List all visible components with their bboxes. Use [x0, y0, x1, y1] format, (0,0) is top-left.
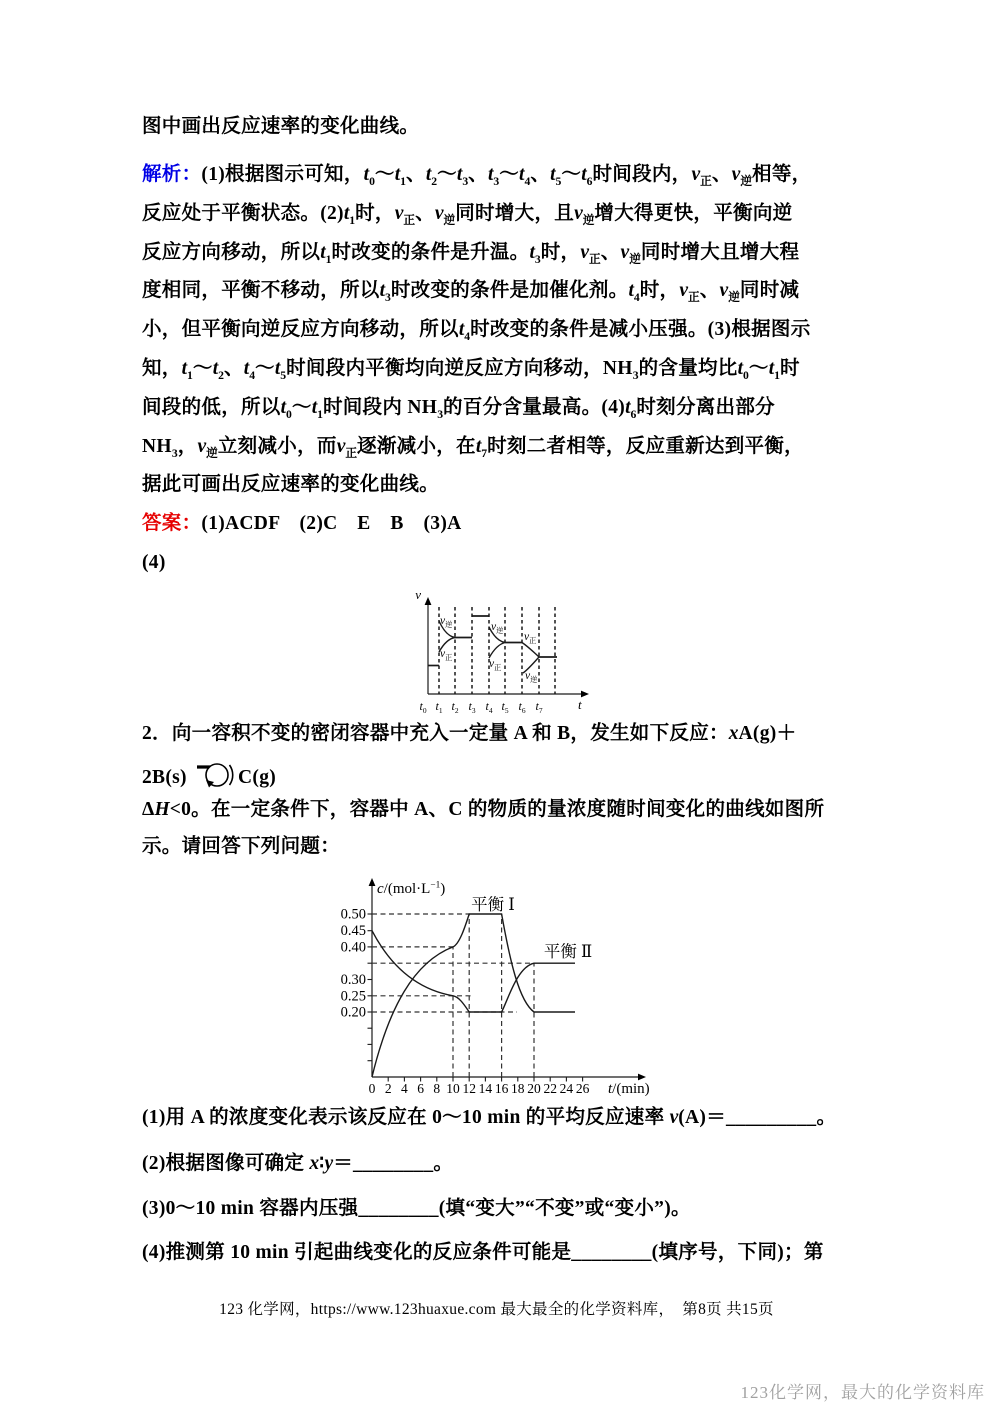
- figure-label: 16: [494, 1081, 509, 1096]
- intro-line: [142, 114, 854, 140]
- figure-label: v: [415, 587, 421, 602]
- answer-item4-label: [142, 550, 854, 576]
- analysis-line-7: [142, 395, 854, 428]
- sub-question-3: [142, 1196, 854, 1222]
- figure-concentration-time: [330, 871, 702, 1098]
- figure-rate-time: [396, 583, 600, 717]
- watermark-text: 123化学网，最大的化学资料库: [740, 1383, 985, 1402]
- analysis-line-3: [142, 240, 854, 273]
- figure-label: $v_正$: [524, 631, 537, 645]
- figure-label: $t_2$: [451, 699, 459, 715]
- analysis-text-8: $NH_3$，$v_逆$立刻减小，而$v_正$逐渐减小，在$t_7$时刻二者相等，反应重新达到平衡，: [142, 436, 804, 460]
- figure-label: t: [578, 697, 582, 712]
- figure-label: $v_逆$: [440, 615, 453, 629]
- analysis-text-4: 度相同，平衡不移动，所以$t_3$时改变的条件是加催化剂。$t_4$时，$v_正$、$v_逆$同时减: [142, 280, 800, 304]
- figure-label: 0.30: [340, 972, 366, 988]
- figure-label: $t_0$: [419, 699, 427, 715]
- figure-label: 0.20: [340, 1004, 366, 1021]
- figure-label: 平衡 Ⅱ: [543, 942, 593, 961]
- figure-path: [581, 691, 589, 698]
- figure-label: 2: [384, 1081, 392, 1096]
- answer-text: (1)ACDF (2)C E B (3)A: [201, 513, 462, 534]
- figure-label: $t_4$: [485, 699, 493, 715]
- figure-label: 4: [401, 1081, 408, 1096]
- question2-text-3: ΔH<0。在一定条件下，容器中 A、C 的物质的量浓度随时间变化的曲线如图所: [142, 799, 825, 820]
- sub-question-4: [142, 1240, 854, 1266]
- figure-label: 0.45: [340, 923, 366, 939]
- figure-label: 22: [543, 1081, 557, 1096]
- answer-line: [142, 511, 854, 537]
- figure-label: 18: [511, 1081, 525, 1096]
- question2-text-4: 示。请回答下列问题：: [142, 836, 341, 857]
- figure-label: 14: [478, 1081, 493, 1096]
- figure-path: [372, 914, 575, 1077]
- analysis-line-2: [142, 201, 854, 234]
- intro-text: 图中画出反应速率的变化曲线。: [142, 116, 420, 137]
- analysis-line-6: [142, 356, 854, 389]
- question2-text-1: 2．向一容积不变的密闭容器中充入一定量 A 和 B，发生如下反应：xA(g)＋: [142, 723, 797, 744]
- analysis-text-3: 反应方向移动，所以$t_1$时改变的条件是升温。$t_3$时，$v_正$、$v_逆$同时增大且增大程: [142, 242, 800, 266]
- sub-question-3-text: (3)0～10 min 容器内压强________(填“变大”“不变”或“变小”)。: [142, 1198, 691, 1219]
- answer-item4-text: (4): [142, 552, 166, 573]
- sub-question-1: [142, 1105, 854, 1131]
- question2-line-4: [142, 834, 854, 860]
- figure-path: [638, 1074, 646, 1081]
- analysis-text-1: (1)根据图示可知，$t_0\sim t_1$、$t_2\sim t_3$、$t_3\sim t_4$、$t_5\sim t_6$时间段内，$v_正$、$v_逆$相等，: [201, 164, 812, 188]
- figure-label: 26: [575, 1081, 590, 1096]
- analysis-text-5: 小，但平衡向逆反应方向移动，所以$t_4$时改变的条件是减小压强。(3)根据图示: [142, 319, 811, 343]
- figure-label: $t_5$: [501, 699, 509, 715]
- figure-label: 20: [527, 1081, 541, 1096]
- sub-question-2-text: (2)根据图像可确定 x∶y＝________。: [142, 1153, 454, 1174]
- analysis-line-5: [142, 317, 854, 350]
- question2-line-3: [142, 797, 854, 823]
- analysis-label: 解析：: [142, 164, 202, 185]
- figure-label: $v_逆$: [491, 621, 504, 635]
- analysis-text-2: 反应处于平衡状态。$(2)t_1$时，$v_正$、$v_逆$同时增大，且$v_逆$增大得更快，平衡向逆: [142, 203, 793, 227]
- sub-question-1-text: (1)用 A 的浓度变化表示该反应在 0～10 min 的平均反应速率 v(A)＝_________。: [142, 1107, 837, 1128]
- figure-label: 10: [446, 1081, 460, 1096]
- analysis-line-9: [142, 472, 854, 498]
- figure-label: 0: [368, 1081, 376, 1096]
- analysis-text-6: 知，$t_1\sim t_2$、$t_4\sim t_5$时间段内平衡均向逆反应方向移动，$NH_3$的含量均比$t_0\sim t_1$时: [142, 358, 800, 382]
- equation-left: 2B(s): [142, 767, 193, 788]
- footer-text: 123 化学网，https://www.123huaxue.com 最大最全的化学资料库， 第8页 共15页: [219, 1301, 774, 1318]
- figure-label: 0.25: [340, 988, 366, 1005]
- figure-label: $t_1$: [435, 699, 443, 715]
- question2-equation-line: [142, 760, 854, 791]
- analysis-line-8: [142, 434, 854, 467]
- figure-label: 24: [559, 1081, 574, 1096]
- figure-path: [489, 643, 505, 659]
- figure-label: 8: [433, 1081, 441, 1096]
- figure-label: 0.50: [340, 906, 366, 923]
- figure-label: $v_正$: [489, 658, 502, 672]
- figure-label: $t_7$: [535, 699, 543, 715]
- analysis-line-1: [142, 162, 854, 195]
- figure-label: $t_6$: [518, 699, 526, 715]
- analysis-text-7: 间段的低，所以$t_0\sim t_1$时间段内 $NH_3$的百分含量最高。$(4)t_6$时刻分离出部分: [142, 397, 775, 421]
- figure-label: 6: [417, 1081, 424, 1096]
- figure-path: [425, 597, 432, 605]
- question2-line-1: [142, 721, 854, 747]
- figure-label: 0.40: [340, 939, 366, 956]
- figure-label: 12: [462, 1081, 476, 1096]
- figure-label: $t_3$: [468, 699, 476, 715]
- page-footer: [0, 1297, 993, 1319]
- figure-label: 平衡 Ⅰ: [471, 895, 515, 914]
- sub-question-2: [142, 1151, 854, 1177]
- figure-path: [369, 878, 376, 886]
- answer-label: 答案：: [142, 513, 202, 534]
- analysis-text-9: 据此可画出反应速率的变化曲线。: [142, 474, 440, 495]
- analysis-line-4: [142, 278, 854, 311]
- equilibrium-symbol-glyph: [194, 760, 236, 790]
- figure-label: $v_正$: [440, 648, 453, 662]
- equation-right: C(g): [238, 767, 277, 788]
- figure-label: t/(min): [608, 1081, 650, 1097]
- figure-label: $v_逆$: [525, 670, 538, 684]
- sub-question-4-text: (4)推测第 10 min 引起曲线变化的反应条件可能是________(填序号，下同)；第: [142, 1242, 824, 1263]
- figure-label: $c/(mol\cdot L^{-1})$: [377, 880, 446, 897]
